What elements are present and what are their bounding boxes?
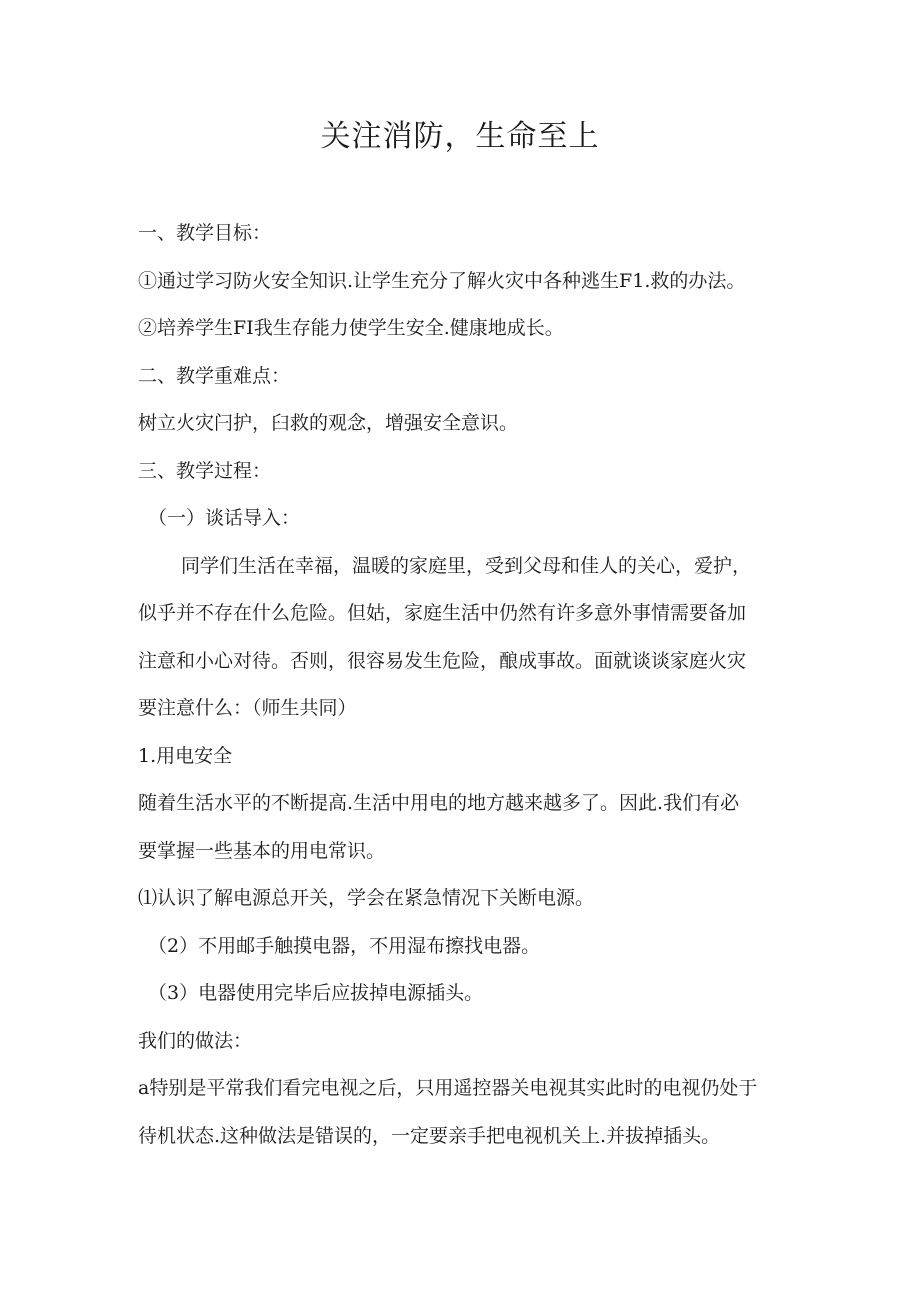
intro-para-line-1: 同学们生活在幸福，温暖的家庭里，受到父母和佳人的关心，爱护， [181,555,752,577]
electric-heading: 1.用电安全 [138,745,233,767]
intro-para-line-2: 似乎并不存在什么危险。但姑，家庭生活中仍然有许多意外事情需要备加 [138,602,747,624]
intro-heading: （一）谈话导入： [148,507,301,529]
practice-heading: 我们的做法： [138,1030,253,1052]
electric-para-line-1: 随着生活水平的不断提高.生活中用电的地方越来越多了。因此.我们有必 [138,792,740,814]
objective-2: ②培养学生FI我生存能力使学生安全.健康地成长。 [138,317,564,339]
objective-1: ①通过学习防火安全知识.让学生充分了解火灾中各种逃生F1.救的办法。 [138,270,746,292]
electric-item-1: ⑴认识了解电源总开关，学会在紧急情况下关断电源。 [138,887,595,909]
key-points-text: 树立火灾闩护，臼救的观念，增强安全意识。 [138,412,519,434]
document-title: 关注消防，生命至上 [320,119,600,154]
objectives-heading: 一、教学目标： [138,222,272,244]
intro-para-line-3: 注意和小心对待。否则，很容易发生危险，酿成事故。面就谈谈家庭火灾 [138,650,747,672]
key-points-heading: 二、教学重难点： [138,365,291,387]
electric-para-line-2: 要掌握一些基本的用电常识。 [138,840,386,862]
process-heading: 三、教学过程： [138,460,272,482]
electric-item-2: （2）不用邮手触摸电器，不用湿布擦找电器。 [148,935,541,957]
intro-para-line-4: 要注意什么：（师生共同） [138,697,357,719]
electric-item-3: （3）电器使用完毕后应拔掉电源插头。 [148,982,484,1004]
practice-para-line-2: 待机状态.这种做法是错误的，一定要亲手把电视机关上.并拔掉插头。 [138,1125,721,1147]
practice-para-line-1: a特别是平常我们看完电视之后，只用遥控器关电视其实此时的电视仍处于 [138,1077,758,1099]
